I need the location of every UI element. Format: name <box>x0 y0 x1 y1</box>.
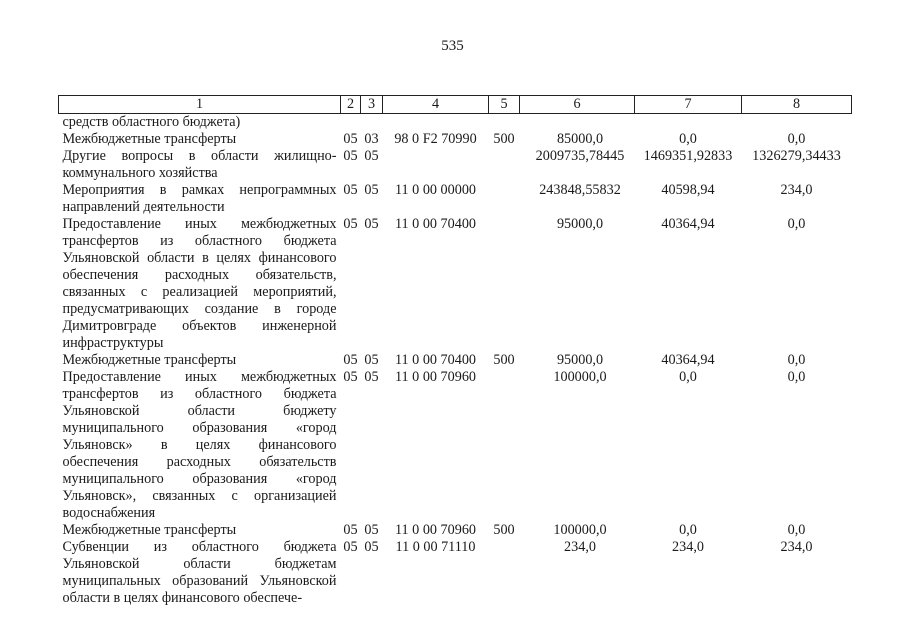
expense-type-code: 500 <box>493 522 515 538</box>
expense-type-code <box>489 114 520 132</box>
amount-col-6: 95000,0 <box>556 352 604 368</box>
amount-col-8: 1326279,34433 <box>752 148 841 164</box>
amount-col-7: 1469351,92833 <box>643 148 733 164</box>
row-name: Мероприятия в рамках непрограммных направлений деятельности <box>62 182 337 215</box>
row-name: Межбюджетные трансферты <box>62 131 237 147</box>
amount-col-7: 234,0 <box>672 539 704 555</box>
section-code: 05 <box>343 369 358 385</box>
amount-col-7: 0,0 <box>679 369 697 385</box>
amount-col-6: 100000,0 <box>553 522 607 538</box>
row-name: Межбюджетные трансферты <box>62 522 237 538</box>
section-code: 05 <box>343 131 358 147</box>
expense-type-code <box>489 369 520 522</box>
table-row <box>59 352 852 369</box>
table-row <box>59 182 852 216</box>
table-row <box>59 522 852 539</box>
amount-col-8: 0,0 <box>787 352 806 368</box>
amount-col-6: 2009735,78445 <box>535 148 625 164</box>
section-code: 05 <box>343 352 358 368</box>
table-row <box>59 216 852 352</box>
target-article-code: 11 0 00 70400 <box>394 352 477 368</box>
amount-col-6: 95000,0 <box>556 216 604 232</box>
table-row <box>59 148 852 182</box>
amount-col-6 <box>520 114 635 132</box>
amount-col-8 <box>742 114 852 132</box>
target-article-code: 11 0 00 00000 <box>394 182 477 198</box>
amount-col-6: 234,0 <box>564 539 596 555</box>
subsection-code: 05 <box>364 148 379 164</box>
budget-table <box>58 95 852 607</box>
table-row <box>59 539 852 607</box>
target-article-code: 11 0 00 71110 <box>395 539 476 555</box>
amount-col-8: 234,0 <box>780 182 813 198</box>
subsection-code <box>361 114 383 132</box>
subsection-code: 05 <box>364 539 379 555</box>
row-name: Субвенции из областного бюджета Ульяновской области бюджетам муниципальных образований Ульяновской области в целях финансового обеспече- <box>62 539 337 606</box>
row-name: Другие вопросы в области жилищно-коммунального хозяйства <box>62 148 337 181</box>
amount-col-7: 0,0 <box>679 131 697 147</box>
section-code: 05 <box>343 148 358 164</box>
table-body <box>59 114 852 608</box>
target-article-code: 98 0 F2 70990 <box>394 131 477 147</box>
column-header: 2 <box>341 96 361 114</box>
section-code: 05 <box>343 539 358 555</box>
target-article-code: 11 0 00 70960 <box>394 522 477 538</box>
row-name: средств областного бюджета) <box>62 114 241 130</box>
amount-col-8: 0,0 <box>787 216 806 232</box>
amount-col-6: 85000,0 <box>556 131 604 147</box>
expense-type-code <box>489 539 520 607</box>
subsection-code: 05 <box>364 216 379 232</box>
amount-col-6: 100000,0 <box>553 369 607 385</box>
amount-col-6: 243848,55832 <box>539 182 621 198</box>
subsection-code: 05 <box>364 352 379 368</box>
column-header: 7 <box>635 96 742 114</box>
expense-type-code: 500 <box>493 352 515 368</box>
amount-col-8: 0,0 <box>787 522 806 538</box>
column-header: 8 <box>742 96 852 114</box>
expense-type-code <box>489 148 520 182</box>
row-name: Предоставление иных межбюджетных трансфертов из областного бюджета Ульяновской области бюджету муниципального образования «город Ульяновск» в целях финансового обеспечения расходных обязательств муниципального образования «город Ульяновск», связанных с организацией водоснабжения <box>62 369 337 521</box>
target-article-code <box>383 114 489 132</box>
expense-type-code <box>489 216 520 352</box>
amount-col-8: 0,0 <box>787 131 806 147</box>
target-article-code: 11 0 00 70960 <box>394 369 477 385</box>
amount-col-7: 40364,94 <box>661 216 715 232</box>
amount-col-8: 0,0 <box>787 369 806 385</box>
expense-type-code <box>489 182 520 216</box>
target-article-code: 11 0 00 70400 <box>394 216 477 232</box>
amount-col-7 <box>635 114 742 132</box>
table-row <box>59 131 852 148</box>
table-row <box>59 114 852 132</box>
row-name: Межбюджетные трансферты <box>62 352 237 368</box>
amount-col-8: 234,0 <box>780 539 813 555</box>
amount-col-7: 40598,94 <box>661 182 715 198</box>
section-code: 05 <box>343 216 358 232</box>
column-header: 3 <box>361 96 383 114</box>
column-header: 6 <box>520 96 635 114</box>
row-name: Предоставление иных межбюджетных трансфертов из областного бюджета Ульяновской области в целях финансового обеспечения расходных обязательств, связанных с реализацией мероприятий, предусматривающих создание в городе Димитровграде объектов инженерной инфраструктуры <box>62 216 337 351</box>
amount-col-7: 0,0 <box>679 522 697 538</box>
subsection-code: 05 <box>364 369 379 385</box>
subsection-code: 03 <box>364 131 379 147</box>
subsection-code: 05 <box>364 182 379 198</box>
section-code <box>341 114 361 132</box>
subsection-code: 05 <box>364 522 379 538</box>
column-header: 4 <box>383 96 489 114</box>
page-number: 535 <box>441 38 464 54</box>
amount-col-7: 40364,94 <box>661 352 715 368</box>
column-header: 5 <box>489 96 520 114</box>
section-code: 05 <box>343 522 358 538</box>
table-header-row <box>59 96 852 114</box>
target-article-code <box>383 148 489 182</box>
table-row <box>59 369 852 522</box>
section-code: 05 <box>343 182 358 198</box>
column-header: 1 <box>59 96 341 114</box>
expense-type-code: 500 <box>493 131 515 147</box>
